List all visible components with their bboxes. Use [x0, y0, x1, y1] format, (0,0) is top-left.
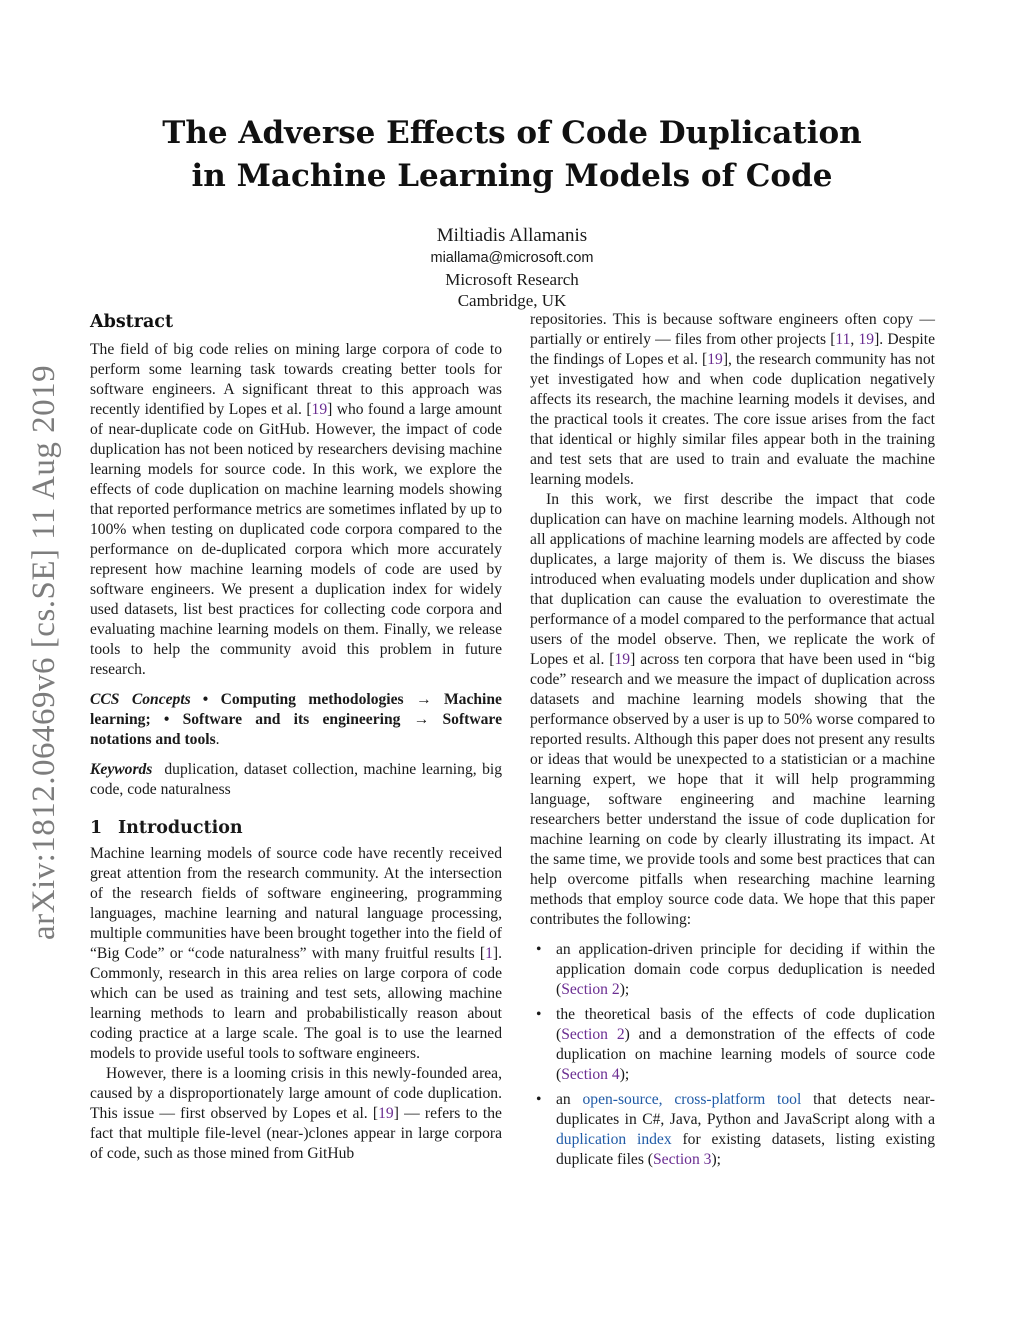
citation-link[interactable]: 19	[378, 1105, 394, 1122]
list-text-part: an	[556, 1091, 583, 1108]
author-email: miallama@microsoft.com	[430, 250, 594, 266]
ccs-body: • Computing methodologies → Machine learning; • Software and its engineering → Software notations and tools	[90, 691, 502, 748]
intro-paragraph-1	[90, 844, 502, 1064]
list-text-part: an application-driven principle for deciding if within the application domain code corpus deduplication is needed (	[556, 941, 935, 998]
section-number: 1	[90, 818, 103, 838]
author-location: Cambridge, UK	[457, 291, 567, 310]
bullet-icon: •	[536, 1006, 542, 1023]
intro-text-part: In this work, we first describe the impact that code duplication can have on machine learning models. Although not all applications of machine learning models are affected by code duplicates, a large majority of them is. We discuss the biases introduced when evaluating models under duplication and show that duplication can cause the evaluation to overestimate the performance of a model compared to the performance that actual users of the model observe. Then, we replicate the work of Lopes et al. [	[530, 491, 935, 668]
intro-text-part: ]. Commonly, research in this area relies on large corpora of code which can be used as training and test sets, allowing machine learning methods to learn and probabilistically reason about coding practice at a large scale. The goal is to use the learned models to provide useful tools to software engineers.	[90, 945, 502, 1062]
list-item	[530, 1090, 935, 1170]
list-text-part: for existing datasets, listing existing duplicate files (	[556, 1131, 935, 1168]
keywords	[90, 760, 502, 800]
citation-link[interactable]: 1	[485, 945, 493, 962]
abstract-text-part: ] who found a large amount of near-duplicate code on GitHub. However, the impact of code duplication has not been noticed by researchers devising machine learning models for source code. In this work, we explore the effects of code duplication on machine learning models showing that reported performance metrics are sometimes inflated by up to 100% when testing on duplicated code corpora compared to the performance on de-duplicated corpora which more accurately represent how machine learning models of code are used by software engineers. We present a duplication index for widely used datasets, list best practices for collecting code corpora and evaluating machine learning models on them. Finally, we release tools to help the community avoid this problem in future research.	[90, 401, 503, 678]
list-text-part: ) and a demonstration of the effects of code duplication on machine learning models of source code (	[556, 1026, 935, 1083]
list-item	[530, 940, 935, 1000]
keywords-label: Keywords	[90, 761, 153, 778]
intro-paragraph-4	[530, 490, 935, 930]
ccs-label: CCS Concepts	[90, 691, 191, 708]
duplication-index-link[interactable]: duplication index	[556, 1131, 672, 1148]
abstract-heading: Abstract	[90, 312, 174, 332]
abstract-text	[90, 340, 502, 680]
keywords-body: duplication, dataset collection, machine learning, big code, code naturalness	[90, 761, 502, 798]
section-link[interactable]: Section 3	[653, 1151, 712, 1168]
title-line-2: in Machine Learning Models of Code	[191, 158, 833, 194]
intro-text-part: However, there is a looming crisis in this newly-founded area, caused by a disproportionately large amount of code duplication. This issue — first observed by Lopes et al. [	[90, 1065, 502, 1122]
section-link[interactable]: Section 2	[561, 981, 620, 998]
bullet-icon: •	[536, 1091, 542, 1108]
list-text-part: );	[619, 1066, 630, 1083]
list-text-part: );	[711, 1151, 722, 1168]
section-heading-introduction	[90, 816, 502, 840]
intro-paragraph-3	[530, 310, 935, 490]
author-block	[90, 224, 934, 311]
intro-text-part: Machine learning models of source code have recently received great attention from the research community. At the intersection of the research fields of software engineering, programming languages, machine learning and natural language processing, multiple communities have been brought together into the field of “Big Code” or “code naturalness” with many fruitful results [	[90, 845, 502, 962]
citation-link[interactable]: 19	[311, 401, 328, 418]
author-name: Miltiadis Allamanis	[436, 225, 588, 246]
intro-text-part: repositories. This is because software engineers often copy — partially or entirely — files from other projects [	[530, 311, 935, 348]
ccs-concepts	[90, 690, 502, 750]
contributions-list	[530, 940, 935, 1170]
list-text-part: );	[619, 981, 630, 998]
intro-text-part: ] across ten corpora that have been used in “big code” research and we measure the impact of duplication across datasets and machine learning models showing that the performance observed by a user is up to 50% worse compared to reported results. Although this paper does not present any results or ideas that would be unexpected to a statistician or a machine learning expert, we hope that it will help programming language, software engineering and machine learning researchers better understand the issue of code duplication for machine learning on code by clearly illustrating its impact. At the same time, we provide tools and some best practices that can help overcome pitfalls when researching machine learning methods that employ source code data. We hope that this paper contributes the following:	[530, 651, 936, 928]
section-link[interactable]: Section 2	[561, 1026, 625, 1043]
tool-link[interactable]: open-source, cross-platform tool	[582, 1091, 802, 1108]
title-block	[90, 112, 934, 311]
bullet-icon: •	[536, 941, 542, 958]
left-column	[90, 310, 502, 1164]
intro-text-part: ] — refers to the fact that multiple file-level (near-)clones appear in large corpora of code, such as those mined from GitHub	[90, 1105, 502, 1162]
ccs-end: .	[215, 731, 220, 748]
right-column	[530, 310, 935, 1175]
list-text-part: the theoretical basis of the effects of code duplication (	[556, 1006, 935, 1043]
section-link[interactable]: Section 4	[561, 1066, 620, 1083]
paper-title	[90, 112, 934, 198]
intro-text-part: ], the research community has not yet investigated how and when code duplication negatively affects its research, the machine learning models it devises, and the practical tools it creates. The core issue arises from the fact that identical or highly similar files appear both in the training and test sets that are used to train and evaluate the machine learning models.	[530, 351, 935, 488]
list-item	[530, 1005, 935, 1085]
abstract-text-part: The field of big code relies on mining large corpora of code to perform some learning task towards creating better tools for software engineers. A significant threat to this approach was recently identified by Lopes et al. [	[90, 341, 502, 418]
citation-separator: ,	[850, 331, 859, 348]
citation-link[interactable]: 19	[707, 351, 723, 368]
arxiv-identifier: arXiv:1812.06469v6 [cs.SE] 11 Aug 2019	[26, 364, 62, 940]
list-text-part: that detects near-duplicates in C#, Java, Python and JavaScript along with a	[556, 1091, 935, 1128]
citation-link[interactable]: 19	[614, 651, 631, 668]
title-line-1: The Adverse Effects of Code Duplication	[162, 115, 862, 151]
author-affiliation: Microsoft Research	[445, 270, 579, 289]
intro-text-part: ]. Despite the findings of Lopes et al. [	[530, 331, 936, 368]
section-title: Introduction	[118, 818, 243, 838]
intro-paragraph-2	[90, 1064, 502, 1164]
citation-link[interactable]: 19	[858, 331, 875, 348]
citation-link[interactable]: 11	[835, 331, 851, 348]
